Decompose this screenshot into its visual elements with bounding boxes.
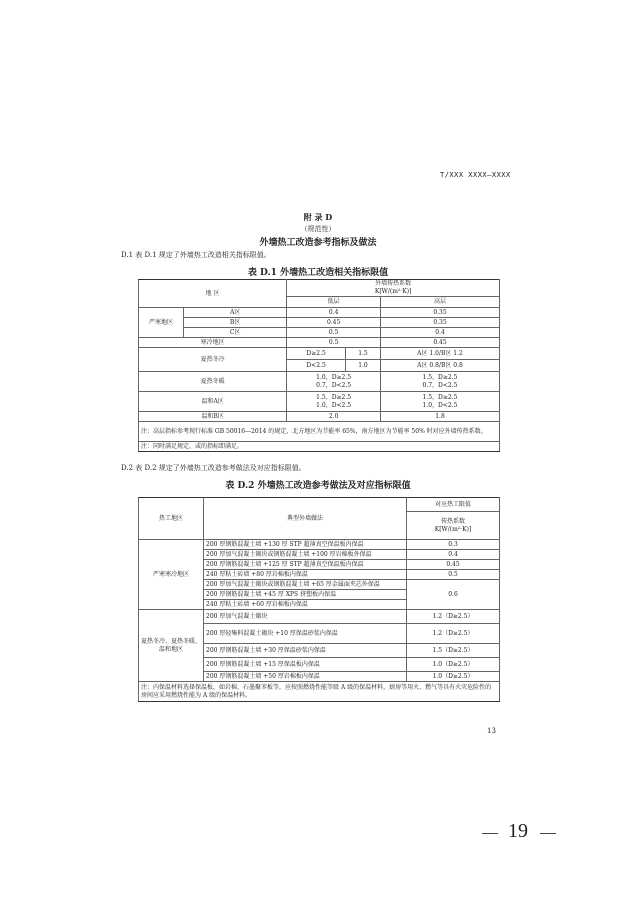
t2-value: 1.0（D≥2.5） [407,658,500,672]
t1-hsww-low1: 1.0，D≥2.5 [316,373,352,381]
page-dash-left [482,833,498,834]
t1-hswc-d-lo: D<2.5 [287,360,346,372]
t1-note2: 注：同时满足规定，或的指标即满足。 [139,442,500,452]
d1-intro: D.1 表 D.1 规定了外墙热工改造相关指标限值。 [121,251,271,259]
t1-wenhe-a-high [380,392,499,412]
t1-wenhe-a-high1: 1.5，D≥2.5 [422,393,458,401]
t2-head-zone: 热工地区 [139,498,204,540]
t1-head-region: 地 区 [139,280,287,308]
t1-head-k [287,280,500,297]
t1-b-high: 0.35 [380,318,499,328]
t1-c-low: 0.5 [287,328,381,338]
appendix-label: 附 录 D [303,212,333,222]
t2-value: 0.3 [407,540,500,550]
d2-intro: D.2 表 D.2 规定了外墙热工改造参考做法及对应指标限值。 [121,464,306,472]
t1-cold-high: 0.45 [380,338,499,348]
t1-note1: 注：高层指标参考现行标准 GB 50016—2014 的规定，北方地区为节能率 65%，南方地区为节能率 50% 时对应外墙传热系数。 [139,422,500,442]
t1-c-high: 0.4 [380,328,499,338]
t1-wenhe-a-high2: 1.0，D<2.5 [422,401,458,409]
t1-hsww-high [380,372,499,392]
t1-hswc-v-lo: 1.0 [345,360,380,372]
t2-method: 200 厚钢筋混凝土墙 +50 厚岩棉板内保温 [204,672,407,682]
t1-wenhe-a-region: 温和A区 [139,392,287,412]
t1-severe-cold: 严寒地区 [139,308,184,338]
appendix-type: （规范性） [300,225,336,233]
t1-zone-c: C区 [184,328,287,338]
t2-head-index: 对应热工限值 [407,498,500,512]
t1-wenhe-b-high: 1.8 [380,412,499,422]
t2-value: 1.2（D≥2.5） [407,610,500,624]
t1-hswc-high2: A区 0.8/B区 0.8 [380,360,499,372]
t1-head-k-unit: K[W/(m²·K)] [374,288,412,295]
page-number-big: 19 [508,820,528,842]
t1-zone-b: B区 [184,318,287,328]
t1-hsww-low [287,372,381,392]
t1-zone-a: A区 [184,308,287,318]
t2-method: 200 厚钢筋混凝土墙 +130 厚 STP 超薄真空保温板内保温 [204,540,407,550]
t1-a-low: 0.4 [287,308,381,318]
table-d1 [138,279,500,452]
t2-head-method: 典型外墙做法 [204,498,407,540]
t1-head-k-label: 外墙传热系数 [375,280,412,287]
t2-method: 200 厚加气混凝土砌块或钢筋混凝土墙 +100 厚岩棉板外保温 [204,550,407,560]
t2-method: 200 厚钢筋混凝土墙 +45 厚 XPS 挤塑板内保温 [204,590,407,600]
t1-hswc-region: 夏热冬冷 [139,348,287,372]
t1-hsww-region: 夏热冬暖 [139,372,287,392]
t1-a-high: 0.35 [380,308,499,318]
t1-wenhe-a-low [287,392,381,412]
t1-hswc-high1: A区 1.0/B区 1.2 [380,348,499,360]
t1-b-low: 0.45 [287,318,381,328]
t1-col-low: 低层 [287,297,381,308]
t2-head-k [407,512,500,540]
t1-cold-low: 0.5 [287,338,381,348]
t2-value: 0.5 [407,570,500,580]
t1-col-high: 高层 [380,297,499,308]
t1-hsww-low2: 0.7，D<2.5 [316,381,352,389]
t2-head-k-unit: K[W/(m²·K)] [434,525,472,533]
page-dash-right [540,833,556,834]
t1-wenhe-a-low1: 1.5，D≥2.5 [316,393,352,401]
t1-wenhe-b-low: 2.0 [287,412,381,422]
t2-value: 0.6 [407,580,500,610]
t2-method: 200 厚加气混凝土砌块 [204,610,407,624]
t1-cold-region: 寒冷地区 [139,338,287,348]
header-code: T/XXX XXXX—XXXX [440,171,511,179]
t2-value: 1.5（D≥2.5） [407,644,500,658]
t2-value: 1.0（D≥2.5） [407,672,500,682]
t1-hsww-high2: 0.7，D<2.5 [422,381,458,389]
t2-zone1: 严寒寒冷地区 [139,540,204,610]
t1-hswc-v-hi: 1.5 [345,348,380,360]
t1-hsww-high1: 1.5，D≥2.5 [422,373,458,381]
page-number-small: 13 [487,727,496,735]
t2-value: 0.4 [407,550,500,560]
t2-method: 200 厚钢筋混凝土墙 +125 厚 STP 超薄真空保温板内保温 [204,560,407,570]
t2-method: 240 厚粘土砖墙 +80 厚岩棉板内保温 [204,570,407,580]
table1-caption: 表 D.1 外墙热工改造相关指标限值 [247,268,389,278]
t2-method: 200 厚轻集料混凝土砌块 +10 厚保温砂浆内保温 [204,624,407,644]
table-d2 [138,497,500,702]
table2-caption: 表 D.2 外墙热工改造参考做法及对应指标限值 [225,481,411,491]
t2-method: 200 厚钢筋混凝土墙 +30 厚保温砂浆内保温 [204,644,407,658]
t1-wenhe-b-region: 温和B区 [139,412,287,422]
appendix-title: 外墙热工改造参考指标及做法 [259,238,377,248]
t2-method: 240 厚粘土砖墙 +60 厚岩棉板内保温 [204,600,407,610]
t2-method: 200 厚加气混凝土砌块或钢筋混凝土墙 +65 厚金属面夹芯外保温 [204,580,407,590]
t2-zone2: 夏热冬冷、夏热冬暖、温和地区 [139,610,204,682]
t1-hswc-d-hi: D≥2.5 [287,348,346,360]
t2-value: 1.2（D≥2.5） [407,624,500,644]
t2-value: 0.45 [407,560,500,570]
t2-method: 200 厚钢筋混凝土墙 +15 厚保温板内保温 [204,658,407,672]
t1-wenhe-a-low2: 1.0，D<2.5 [316,401,352,409]
t2-head-k-label: 传热系数 [440,517,465,525]
t2-note: 注：内保温材料选择保温板，如岩棉、石墨聚苯板等，应按照燃烧性能等级 A 级的保温材料，厨房等用火、燃气等具有火灾危险性的房间应采用燃烧性能为 A 级的保温材料。 [139,682,500,702]
